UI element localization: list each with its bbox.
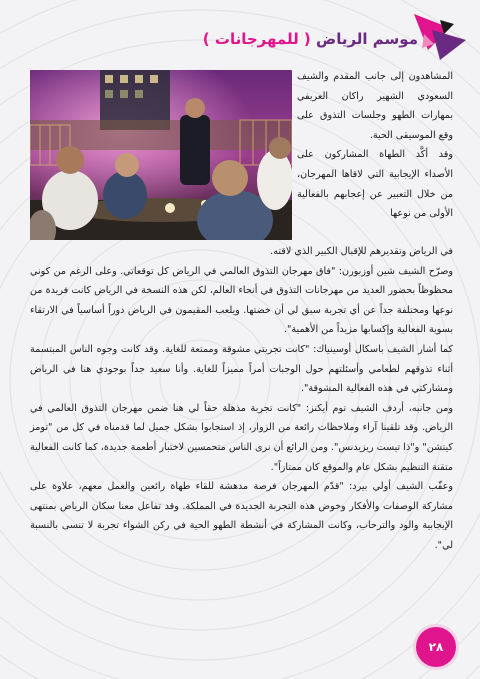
- body-paragraph: وعقّب الشيف أولي بيرد: "قدّم المهرجان فرصة مدهشة للقاء طهاة رائعين والعمل معهم، علاوة على مشاركة الوصفات والأفكار وخوض هذه التجربة الجديدة في المملكة. وقد تفاعل معنا سكان الرياض بمنتهى الإيجابية والود والترحاب، وكانت المشاركة في أنشطة الطهو الحية في ركن الشواء تجربة لا تنسى بالنسبة لي".: [30, 481, 453, 551]
- body-paragraph: في الرياض وتقديرهم للإقبال الكبير الذي لاقته.: [270, 246, 453, 257]
- page-number-badge: ٢٨: [416, 627, 456, 667]
- side-paragraph: المشاهدون إلى جانب المقدم والشيف السعودي الشهير راكان العريفي بمهارات الطهو وجلسات التذوق على وقع الموسيقى الحية.: [297, 71, 453, 141]
- event-photo-image: [30, 70, 292, 240]
- body-paragraph: ومن جانبه، أردف الشيف توم أيكنز: "كانت تجربة مذهلة حقاً لي هنا ضمن مهرجان التذوق العالمي في الرياض. وقد تلقينا آراء وملاحظات رائعة من الزوار، إذ استجابوا بشكل جميل لما قدمناه في كل من "تومز كيتشن" و"ذا تيست ريزيدنس". ومن الرائع أن نرى الناس متحمسين لاختبار أطعمة جديدة، كما كانت الفعالية متقنة التنظيم بشكل عام والموقع كان ممتازاً".: [30, 402, 453, 473]
- header-title-main: موسم الرياض: [316, 30, 418, 48]
- main-body-text: [30, 242, 453, 556]
- header-title-sub: ( للمهرجانات ): [202, 30, 311, 48]
- body-paragraph: كما أشار الشيف باسكال أوسينياك: "كانت تجربتي مشوقة وممتعة للغاية. وقد كانت وجوه الناس المبتسمة أثناء تذوقهم لطعامي وأسئلتهم حول الوجبات أمراً مميزاً للغاية. وأنا سعيد جداً بوجودي هنا في الرياض ومشاركتي في هذه الفعالية المشوقة".: [30, 343, 453, 395]
- side-paragraph: وقد أكَّد الطهاة المشاركون على الأصداء الإيجابية التي لاقاها المهرجان، من خلال التعبير عن إعجابهم بالفعالية الأولى من نوعها: [297, 149, 453, 220]
- side-column-text: [297, 67, 453, 224]
- body-paragraph: وصرّح الشيف شين أوزبورن: "فاق مهرجان التذوق العالمي في الرياض كل توقعاتي. وعلى الرغم من كوني محظوظاً بحضور العديد من مهرجانات التذوق في أنحاء العالم، لكن هذه النسخة في الرياض كانت فريدة من نوعها ومختلفة جداً عن أي تجربة سبق لي أن خضتها. ويلعب المقيمون في الرياض دوراً أساسياً في الارتقاء بسوية الفعالية وإكسابها مزيداً من الأهمية".: [30, 265, 453, 336]
- triangle-logo-icon: [410, 10, 470, 62]
- page-header-title: [203, 30, 418, 48]
